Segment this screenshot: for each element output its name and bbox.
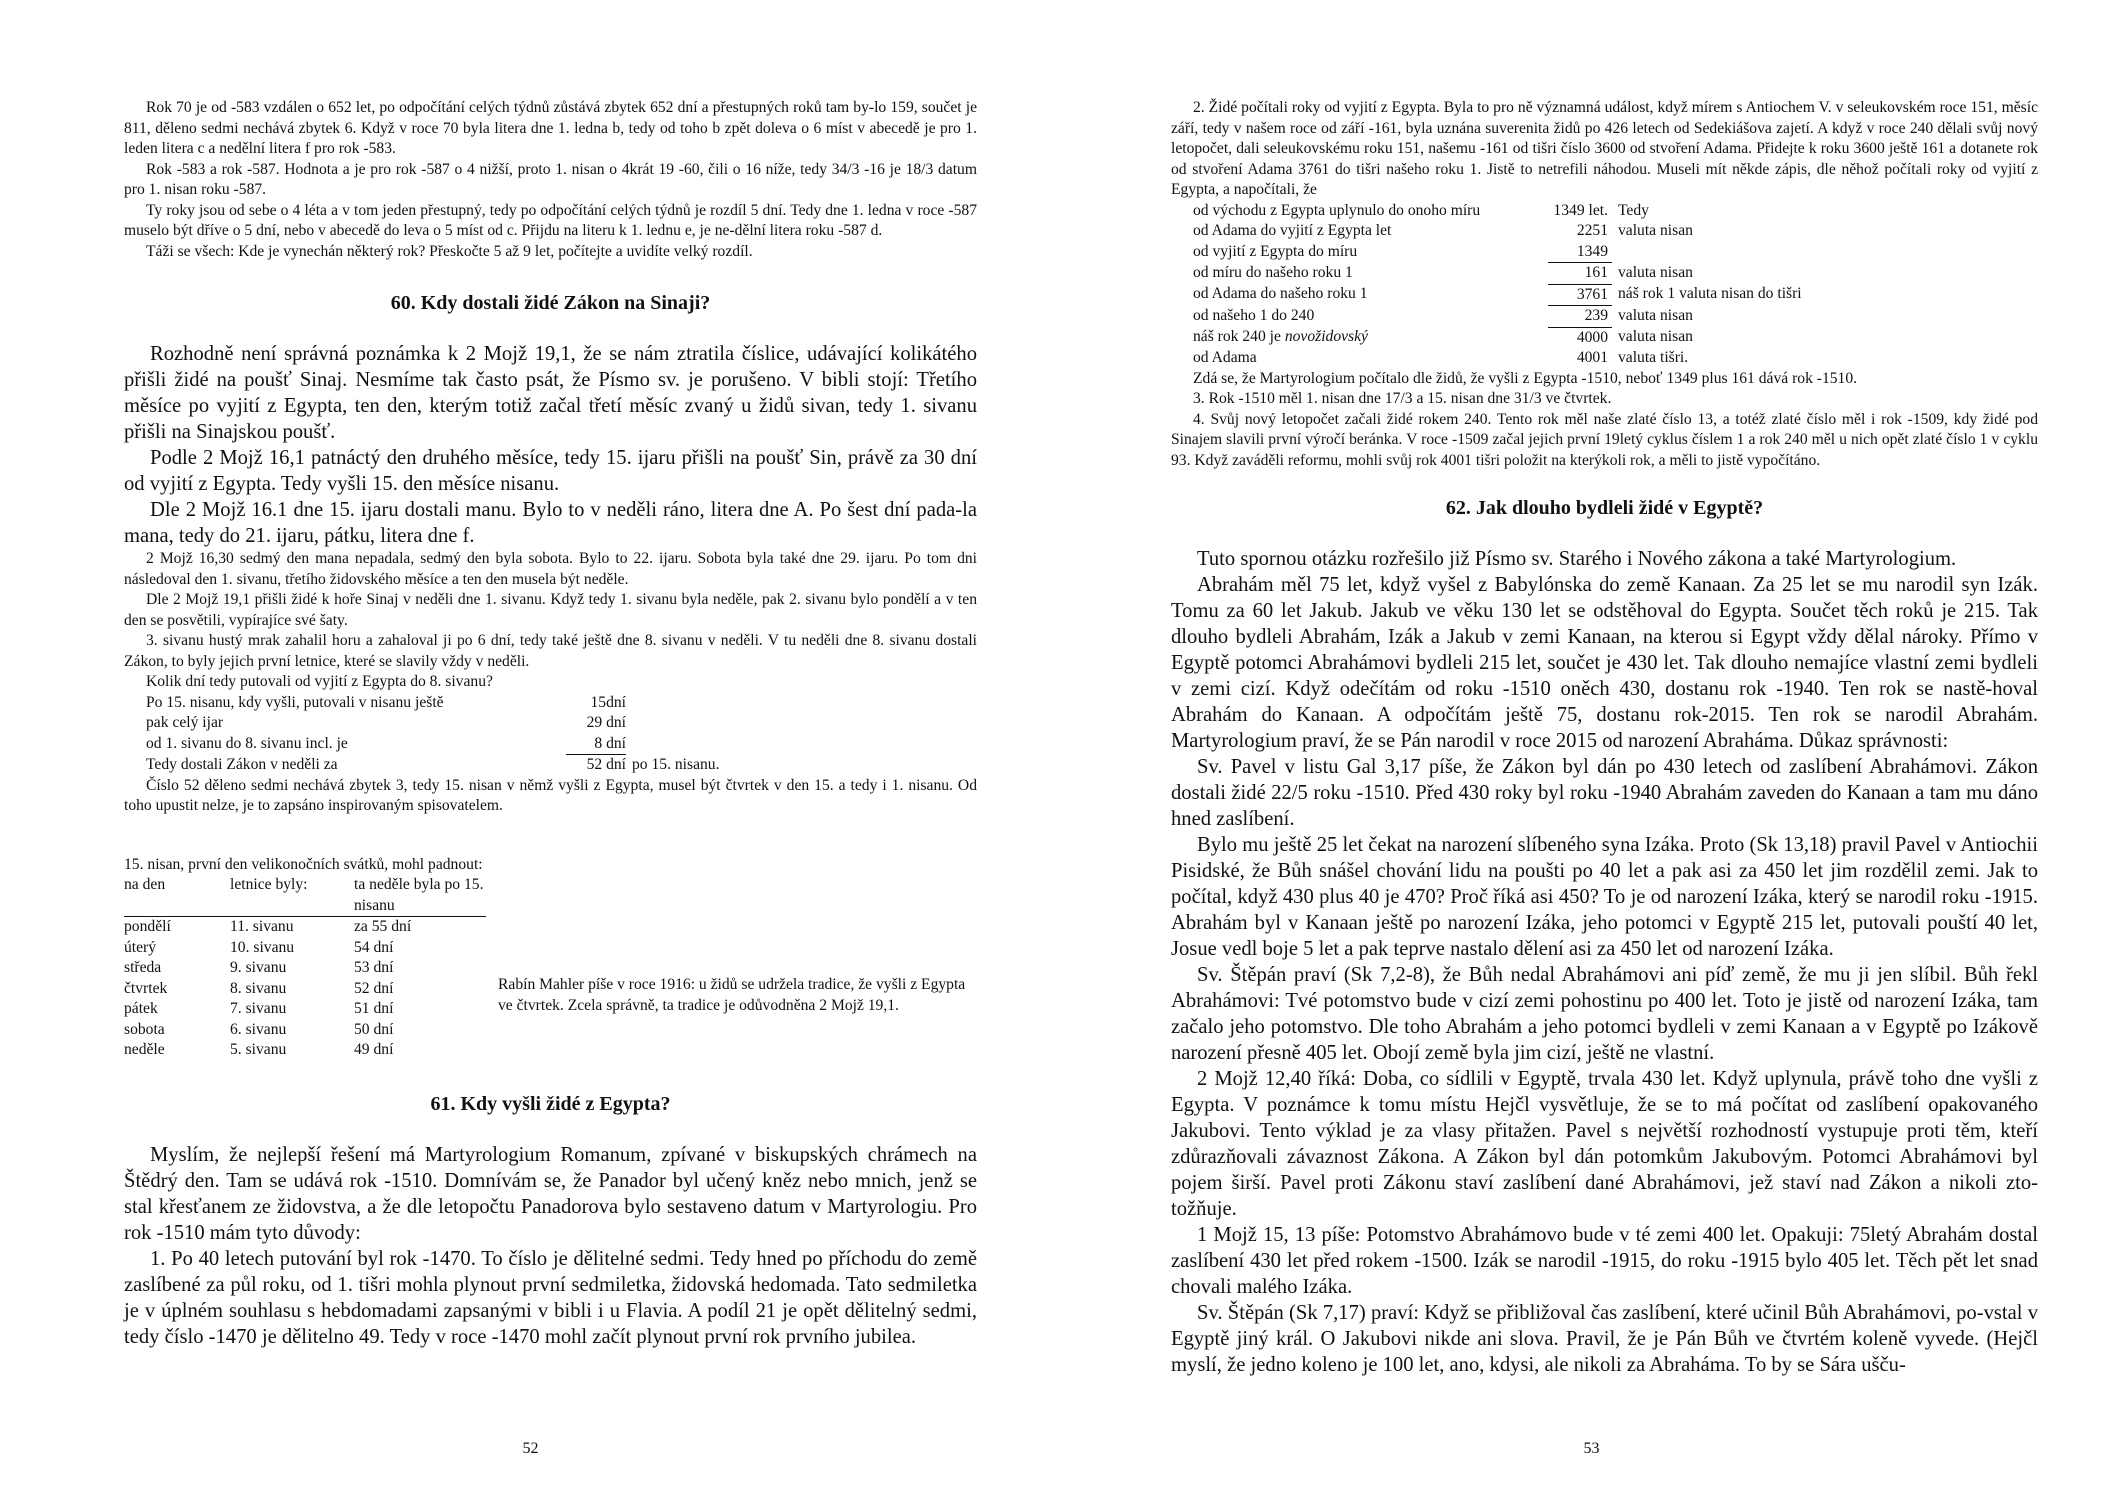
table-cell: valuta nisan [1618,263,1693,281]
table-cell: 4000 [1548,327,1612,348]
table-row [124,938,486,959]
body-paragraph: Sv. Štěpán praví (Sk 7,2-8), že Bůh nedal Abrahámovi ani píď země, že mu ji jen slíbil. Bůh řekl Abrahámovi: Tvé potomstvo bude v cizí zemi pohostinu po 400 let. Toto je jistě od narození Izáka, tam začalo jeho potomstvo. Dle toho Abrahám a jeho potomci bydleli v zemi Kanaan a v Egyptě po Izákově narození přesně 405 let. Obojí země byla jim cizí, ještě ne vlastní. [1171,964,2038,1064]
body-paragraph: Abrahám měl 75 let, když vyšel z Babylónska do země Kanaan. Za 25 let se mu narodil syn Izák. Tomu za 60 let Jakub. Jakub ve věku 130 let se odstěhoval do Egypta. Součet těch roků je 215. Tak dlouho bydleli Abrahám, Izák a Jakub v zemi Kanaan, na kterou si Egypt vždy dělal nároky. Přímo v Egyptě potomci Abrahámovi bydleli 215 let, součet je 430 let. Tak dlouho nemajíce vlastní zemi bydleli v zemi cizí. Když odečítám od roku -1510 oněch 430, dostanu rok -1940. Ten rok se nastě-hoval Abrahám do Kanaan. A odpočítám ještě 75, dostanu rok-2015. Ten rok se narodil Abrahám. Martyrologium praví, že se Pán narodil v roce 2015 od narození Abraháma. Důkaz správnosti: [1171,574,2038,752]
holiday-block [124,875,977,1061]
table-cell: pátek [124,1000,158,1017]
table-cell: 49 dní [354,1041,394,1058]
table-cell: Tedy dostali Zákon v neděli za [146,755,338,773]
body-paragraph: Myslím, že nejlepší řešení má Martyrologium Romanum, zpívané v biskupských chrámech na Štědrý den. Tam se udává rok -1510. Domnívám se, že Panador byl učený kněz nebo mnich, jenž se stal křesťanem ze židovstva, a že dle letopočtu Panadorova bylo sestaveno datum v Martyrologiu. Pro rok -1510 mám tyto důvody: [124,1143,977,1244]
table-cell: 3761 [1548,284,1612,306]
body-paragraph: Bylo mu ještě 25 let čekat na narození slíbeného syna Izáka. Proto (Sk 13,18) pravil Pavel v Antiochii Pisidské, že Bůh snášel chování lidu na poušti po 40 let a pak asi za 450 let jim rozdělil zemi. Jak to počítal, když 430 plus 40 je 470? Proč říká asi 450? To je od narození Izáka, který se narodil roku -1915. Abrahám byl v Kanaan ještě po narození Izáka, jeho potomci v Egyptě 215 let, putovali pouští 40 let, Josue vedl boje 5 let a pak teprve nastalo dělení asi za 450 let od narození Izáka. [1171,834,2038,960]
body-paragraph: 2 Mojž 12,40 říká: Doba, co sídlili v Egyptě, trvala 430 let. Když uplynula, právě toho dne vyšli z Egypta. V poznámce k tomu místu Hejčl vysvětluje, že se to má počítat od zaslíbení opakovaného Jakubovi. Tento výklad je za vlasy přitažen. Pavel s největší rozhodností vystupuje proti těm, kteří zdůrazňovali závaznost Zákona. A Zákon byl dán potomkům Jakubovým. Potomci Abrahámovi byl pojem širší. Pavel proti Zákonu staví zaslíbení dané Abrahámovi, jež staví nad Zákon a nikoli zto-tožňuje. [1171,1068,2038,1220]
table-cell: 4001 [1576,349,1608,366]
table-cell [626,734,720,755]
table-cell: čtvrtek [124,979,168,997]
table-cell [1193,221,1548,242]
table-cell: 15dní [590,693,626,711]
page-number: 52 [522,1440,539,1457]
table-cell: 52 dní [354,979,394,997]
calc-label: náš rok 240 je [1193,328,1285,345]
table-cell: 10. sivanu [230,938,295,956]
table-cell: 161 [1548,263,1612,285]
table-cell: od 1. sivanu do 8. sivanu incl. je [146,734,348,752]
table-cell: 239 [1548,306,1612,328]
table-row [146,734,720,755]
table-row [1193,348,1802,369]
calc-label: od míru do našeho roku 1 [1193,263,1353,281]
table-header: ta neděle byla po 15. nisanu [354,875,486,917]
table-cell [1193,201,1548,222]
body-paragraph-small: Dle 2 Mojž 19,1 přišli židé k hoře Sinaj v neděli dne 1. sivanu. Když tedy 1. sivanu byla neděle, pak 2. sivanu bylo pondělí a v ten den se posvětili, vypírajíce své šaty. [124,591,977,629]
section-heading-61: 61. Kdy vyšli židé z Egypta? [430,1092,671,1115]
table-cell: pak celý ijar [146,714,224,731]
table-cell: neděle [124,1041,165,1058]
table-row [1193,263,1802,285]
table-cell: 8. sivanu [230,979,287,997]
table-row [124,979,486,1000]
table-cell: 5. sivanu [230,1041,287,1058]
table-row [124,958,486,979]
table-cell: 52 dní [586,756,626,773]
table-cell: 9. sivanu [230,959,287,976]
table-cell: 53 dní [354,959,394,976]
body-paragraph: 1. Po 40 letech putování byl rok -1470. To číslo je dělitelné sedmi. Tedy hned po příchodu do země zaslíbené za půl roku, od 1. tišri mohla plynout první sedmiletka, židovská hedomada. Tato sedmiletka je v úplném souhlasu s hebdomadami zapsanými v bibli i u Flavia. A podíl 21 je opět dělitelný sedmi, tedy číslo -1470 je dělitelno 49. Tedy v roce -1470 mohl začít plynout první rok prvního jubilea. [124,1247,977,1348]
table-cell [1193,242,1548,263]
body-paragraph: Tuto spornou otázku rozřešilo již Písmo sv. Starého i Nového zákona a také Martyrologium. [1197,548,1957,570]
right-page [1061,0,2122,1500]
table-header-row [124,875,486,917]
table-cell [1193,348,1548,369]
table-cell: 1349 let. [1553,201,1608,219]
body-paragraph: Rozhodně není správná poznámka k 2 Mojž 19,1, že se nám ztratila číslice, udávající kolikátého přišli židé na poušť Sinaj. Nesmíme tak často psát, že Písmo sv. je porušeno. V bibli stojí: Třetího měsíce po vyjití z Egypta, ten den, kterým totiž začal třetí měsíc zvaný u židů sivan, tedy 1. sivanu přišli na Sinajskou poušť. [124,343,977,443]
table-cell: za 55 dní [354,918,412,935]
table-cell: pondělí [124,918,171,935]
body-paragraph: Dle 2 Mojž 16.1 dne 15. ijaru dostali manu. Bylo to v neděli ráno, litera dne A. Po šest dní pada-la mana, tedy do 21. ijaru, pátku, litera dne f. [124,499,977,547]
table-cell: 50 dní [354,1020,394,1038]
table-cell: valuta nisan [1618,306,1693,324]
body-paragraph: Sv. Pavel v listu Gal 3,17 píše, že Zákon byl dán po 430 letech od zaslíbení Abrahámovi. Zákon dostali židé 22/5 roku -1510. Před 430 roky byl roku -1940 Abrahám zaveden do Kanaan a tam mu dáno hned zaslíbení. [1171,756,2038,830]
body-paragraph: Sv. Štěpán (Sk 7,17) praví: Když se přibližoval čas zaslíbení, které učinil Bůh Abrahámovi, po-vstal v Egyptě jiný král. O Jakubovi nikde ani slova. Pravil, že je Pán Bůh ve čtvrtém koleně vyvede. (Hejčl myslí, že jedno koleno je 100 let, ano, kdysi, ale nikoli za Abraháma. To by se Sára ušču- [1171,1302,2038,1376]
table-cell [626,693,720,714]
table-cell [626,713,720,734]
journey-table [146,693,720,776]
table-cell: náš rok 1 valuta nisan do tišri [1618,285,1802,302]
intro-paragraph: Táži se všech: Kde je vynechán některý rok? Přeskočte 5 až 9 let, počítejte a uvidíte velký rozdíl. [146,242,753,260]
table-cell: valuta tišri. [1618,349,1689,366]
table-row [1193,242,1802,263]
journey-intro: Kolik dní tedy putovali od vyjití z Egypta do 8. sivanu? [146,673,493,690]
table-row [1193,221,1802,242]
table-row [124,917,486,938]
section-heading-60: 60. Kdy dostali židé Zákon na Sinaji? [390,292,711,314]
table-header: letnice byly: [230,875,354,917]
table-cell: středa [124,959,162,976]
table-cell: Po 15. nisanu, kdy vyšli, putovali v nisanu ještě [146,693,444,711]
body-paragraph-small: 2. Židé počítali roky od vyjití z Egypta. Byla to pro ně významná událost, když mírem s Antiochem V. v seleukovském roce 151, měsíc září, tedy v našem roce od září -161, byla uznána suverenita židů po 426 letech od Sedekiášova zajetí. A když v roce 240 dělali svůj nový letopočet, dali seleukovskému roku 151, našemu -161 od tišri číslo 3600 od stvoření Adama. Přidejte k roku 3600 ještě 161 a dotanete rok od stvoření Adama 3761 do tišri našeho roku 1. Jistě to netrefili náhodou. Museli mít někde zápis, dle něhož počítali roky od vyjití z Egypta, a napočítali, že [1171,99,2038,198]
holiday-intro: 15. nisan, první den velikonočních svátků, mohl padnout: [124,855,483,873]
calc-label: od našeho 1 do 240 [1193,306,1315,324]
table-cell: 11. sivanu [230,918,294,935]
table-cell: 7. sivanu [230,1000,287,1017]
table-row [124,1020,486,1041]
body-paragraph-small: Číslo 52 děleno sedmi nechává zbytek 3, tedy 15. nisan v němž vyšli z Egypta, musel být čtvrtek v den 15. a tedy i 1. nisanu. Od toho upustit nelze, je to zapsáno inspirovaným spisovatelem. [124,776,977,814]
table-cell: 2251 [1576,222,1608,239]
body-paragraph-small: 2 Mojž 16,30 sedmý den mana nepadala, sedmý den byla sobota. Bylo to 22. ijaru. Sobota byla také dne 29. ijaru. Po tom dni následoval den 1. sivanu, třetího židovského měsíce a ten den musela být neděle. [124,550,977,588]
body-paragraph-small: 3. Rok -1510 měl 1. nisan dne 17/3 a 15. nisan dne 31/3 ve čtvrtek. [1193,390,1612,407]
table-cell [1193,306,1548,328]
table-cell: 51 dní [354,1000,394,1017]
table-cell: po 15. nisanu. [632,755,720,773]
table-cell: 8 dní [566,734,626,755]
calc-label-italic: novožidovský [1284,328,1368,345]
calc-label: od Adama [1193,349,1257,366]
body-paragraph: 1 Mojž 15, 13 píše: Potomstvo Abrahámovo bude v té zemi 400 let. Opakuji: 75letý Abrahám dostal zaslíbení 430 let před rokem -1500. Izák se narodil -1915, do roku -1915 bylo 405 let. Těch pět let snad chovali malého Izáka. [1171,1224,2038,1298]
table-cell: sobota [124,1020,165,1038]
intro-paragraph: Rok -583 a rok -587. Hodnota a je pro rok -587 o 4 nižší, proto 1. nisan o 4krát 19 -60, čili o 16 níže, tedy 34/3 -16 je 18/3 datum pro 1. nisan roku -587. [124,160,977,198]
table-cell: 29 dní [586,714,626,731]
holiday-note: Rabín Mahler píše v roce 1916: u židů se udržela tradice, že vyšli z Egypta ve čtvrtek. Zcela správně, ta tradice je odůvodněna 2 Mojž 19,1. [498,976,966,1014]
table-cell: 1349 [1576,242,1608,260]
table-cell: 54 dní [354,938,394,956]
page-number: 53 [1583,1440,1600,1457]
table-cell [1612,242,1802,263]
table-row [1193,201,1802,222]
table-row [1193,284,1802,306]
section-heading-62: 62. Jak dlouho bydleli židé v Egyptě? [1445,497,1764,519]
table-row [124,1040,486,1061]
calculation-table [1193,201,1802,369]
table-row [124,999,486,1020]
table-cell: 6. sivanu [230,1020,287,1038]
calc-label: od Adama do našeho roku 1 [1193,285,1368,302]
holiday-table [124,875,486,1061]
table-row [1193,327,1802,348]
intro-paragraph: Rok 70 je od -583 vzdálen o 652 let, po odpočítání celých týdnů zůstává zbytek 652 dní a přestupných roků tam by-lo 159, součet je 811, děleno sedmi nechává zbytek 6. Když v roce 70 byla litera dne 1. ledna b, tedy od toho b zpět doleva o 6 míst v abecedě je pro 1. leden litera c a nedělní litera f pro rok -583. [124,99,977,157]
table-row [146,755,720,776]
body-paragraph-small: Zdá se, že Martyrologium počítalo dle židů, že vyšli z Egypta -1510, neboť 1349 plus 161 dává rok -1510. [1193,369,1858,387]
table-cell [1193,284,1548,306]
table-cell [1193,263,1548,285]
calc-label: od východu z Egypta uplynulo do onoho míru [1193,201,1481,219]
table-row [146,693,720,714]
body-paragraph-small: 3. sivanu hustý mrak zahalil horu a zahaloval ji po 6 dní, tedy také ještě dne 8. sivanu v neděli. V tu neděli dne 8. sivanu dostali Zákon, to byly jejich první letnice, které se slavily vždy v neděli. [124,632,977,670]
table-header: na den [124,875,230,917]
body-paragraph: Podle 2 Mojž 16,1 patnáctý den druhého měsíce, tedy 15. ijaru přišli na poušť Sin, právě za 30 dní od vyjití z Egypta. Tedy vyšli 15. den měsíce nisanu. [124,447,977,495]
calc-label: od Adama do vyjití z Egypta let [1193,222,1392,239]
table-cell: úterý [124,938,157,956]
intro-paragraph: Ty roky jsou od sebe o 4 léta a v tom jeden přestupný, tedy po odpočítání celých týdnů je rozdíl 5 dní. Tedy dne 1. ledna v roce -587 muselo být dříve o 5 dní, nebo v abecedě do leva o 5 míst od c. Přijdu na literu k 1. lednu e, je ne-dělní litera roku -587 d. [124,201,977,239]
table-cell: valuta nisan [1618,222,1693,239]
body-paragraph-small: 4. Svůj nový letopočet začali židé rokem 240. Tento rok měl naše zlaté číslo 13, a totéž zlaté číslo měl i rok -1509, kdy židé pod Sinajem slavili první výročí beránka. V roce -1509 začal jejich první 19letý cyklus číslem 1 a rok 240 měl u nich opět zlaté číslo 1 v cyklu 93. Když zaváděli reformu, mohli svůj rok 4001 tišri položit na kterýkoli rok, a měli to jistě vypočítáno. [1171,410,2038,469]
table-cell: valuta nisan [1618,328,1693,345]
table-cell: Tedy [1618,201,1649,219]
calc-label: od vyjití z Egypta do míru [1193,242,1358,260]
table-row [146,713,720,734]
table-cell [1193,327,1548,348]
table-row [1193,306,1802,328]
